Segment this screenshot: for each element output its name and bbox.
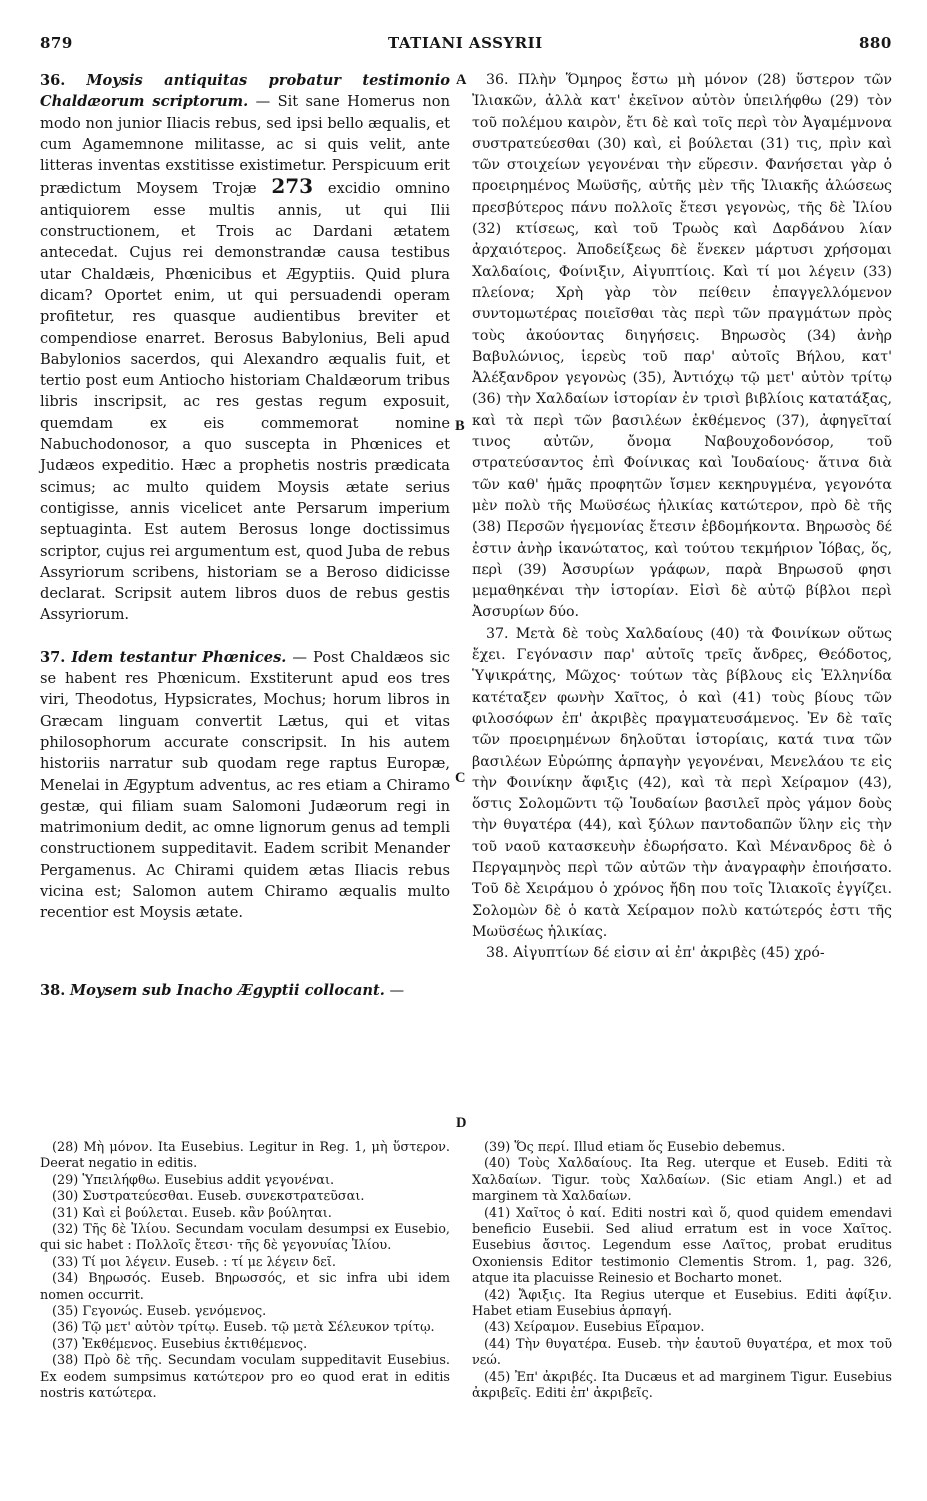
greek-section-36: 36. Πλὴν Ὅμηρος ἔστω μὴ μόνον (28) ὕστερον τῶν Ἰλιακῶν, ἀλλὰ κατ' ἐκεῖνον αὐτὸν ὑπειλήφθω (29) τὸν τοῦ πολέμου καιρὸν, ἔτι δὲ καὶ τοῖς περὶ τὸν Ἀγαμέμνονα συστρατεύεσθαι (30) καὶ, εἰ βούλεται (31) τις, πρὶν καὶ τῶν στοιχείων γεγονέναι τὴν εὕρεσιν. Φανήσεται γὰρ ὁ προειρημένος Μωϋσῆς, αὐτῆς μὲν τῆς Ἰλιακῆς ἁλώσεως πρεσβύτερος πάνυ πολλοῖς ἔτεσι γεγονὼς, τῆς δὲ Ἰλίου (32) κτίσεως, καὶ τοῦ Τρωὸς καὶ Δαρδάνου λίαν ἀρχαιότερος. Ἀποδείξεως δὲ ἕνεκεν μάρτυσι χρήσομαι Χαλδαίοις, Φοίνιξιν, Αἰγυπτίοις. Καὶ τί μοι λέγειν (33) πλείονα; Χρὴ γὰρ τὸν πείθειν ἐπαγγελλόμενον συντομωτέρας ποιεῖσθαι τὰς περὶ τῶν πραγμάτων πρὸς τοὺς ἀκούοντας διηγήσεις. Βηρωσὸς (34) ἀνὴρ Βαβυλώνιος, ἱερεὺς τοῦ παρ' αὐτοῖς Βήλου, κατ' Ἀλέξανδρον γεγονὼς (35), Ἀντιόχῳ τῷ μετ' αὐτὸν τρίτῳ (36) τὴν Χαλδαίων ἱστορίαν ἐν τρισὶ βιβλίοις κατατάξας, καὶ τὰ περὶ τῶν βασιλέων ἐκθέμενος (37), ἀφηγεῖταί τινος αὐτῶν, ὄνομα Ναβουχοδονόσορ, τοῦ στρατεύσαντος ἐπὶ Φοίνικας καὶ Ἰουδαίους· ἅτινα διὰ τῶν καθ' ἡμᾶς προφητῶν ἴσμεν κεκηρυγμένα, γεγονότα μὲν πολὺ τῆς Μωϋσέως ἡλικίας κατώτερον, πρὸ δὲ τῆς (38) Περσῶν ἡγεμονίας ἔτεσιν ἑβδομήκοντα. Βηρωσὸς δέ ἐστιν ἀνὴρ ἱκανώτατος, καὶ τούτου τεκμήριον Ἰόβας, ὅς, περὶ (39) Ἀσσυρίων γράφων, παρὰ Βηρωσοῦ φησι μεμαθηκέναι τὴν ἱστορίαν. Εἰσὶ δὲ αὐτῷ βίβλοι περὶ Ἀσσυρίων δύο. xyxy=(472,72,892,621)
footnotes-right xyxy=(472,1140,892,1403)
margin-marker-d: D xyxy=(456,1115,467,1131)
latin-38-heading: Moysem sub Inacho Ægyptii collocant. xyxy=(70,981,385,999)
footnote-35: (35) Γεγονώς. Euseb. γενόμενος. xyxy=(52,1304,267,1320)
latin-36-heading: Moysis antiquitas probatur testimonio Chaldæorum scriptorum. xyxy=(40,72,450,111)
latin-column xyxy=(40,70,450,1001)
column-number-273: 273 xyxy=(271,174,314,199)
latin-37-text: — Post Chaldæos sic se habent res Phœnicum. Exstiterunt apud eos tres viri, Theodotus, Hypsicrates, Mochus; horum libros in Græcam linguam convertit Lætus, qui et vitas philosophorum accurate conscripsit. In his autem historiis narratur sub quodam rege raptus Europæ, Menelai in Ægyptum adventus, ac res etiam a Chiramo gestæ, qui filiam suam Salomoni Judæorum regi in matrimonium dedit, ac omne lignorum genus ad templi constructionem suppeditavit. Eadem scribit Menander Pergamenus. Ac Chirami quidem ætas Iliacis rebus vicina est; Salomon autem Chiramo æqualis multo recentior est Moysis ætate. xyxy=(40,648,450,922)
footnote-28: (28) Μὴ μόνον. Ita Eusebius. Legitur in Reg. 1, μὴ ὕστερον. Deerat negatio in editis. xyxy=(40,1140,450,1172)
running-title: TATIANI ASSYRII xyxy=(388,34,543,52)
footnote-34: (34) Βηρωσός. Euseb. Βηρωσσός, et sic infra ubi idem nomen occurrit. xyxy=(40,1271,450,1303)
page-number-right: 880 xyxy=(859,34,892,52)
footnotes-left xyxy=(40,1140,450,1403)
page-number-left: 879 xyxy=(40,34,73,52)
latin-36-text-b: excidio omnino antiquiorem esse multis annis, ut qui Ilii constructionem, et Trois ac Dardani ætatem antecedat. Cujus rei demonstrandæ causa testibus utar Chaldæis, Phœnicibus et Ægyptiis. Quid plura dicam? Oportet enim, ut qui persuadendi operam profitetur, res quasque audientibus breviter et compendiose enarret. Berosus Babylonius, Beli apud Babylonios sacerdos, qui Alexandro æqualis fuit, et tertio post eum Antiocho historiam Chaldæorum tribus libris inscripsit, ac res gestas regum exposuit, quemdam ex eis commemorat nomine Nabuchodonosor, a quo suscepta in Phœnices et Judæos expeditio. Hæc a prophetis nostris prædicata scimus; ac multo quidem Moysis ætate serius contigisse, annis vicelicet ante Persarum imperium septuaginta. Est autem Berosus longe doctissimus scriptor, cujus rei argumentum est, quod Juba de rebus Assyriorum scribens, historiam se a Beroso didicisse declarat. Scripsit autem libros duos de rebus gestis Assyriorum. xyxy=(40,180,451,624)
latin-36-number: 36. xyxy=(40,72,66,89)
latin-section-36 xyxy=(40,70,450,626)
footnote-31: (31) Καὶ εἰ βούλεται. Euseb. κἂν βούληται. xyxy=(52,1205,332,1221)
footnote-44: (44) Τὴν θυγατέρα. Euseb. τὴν ἑαυτοῦ θυγατέρα, et mox τοῦ νεώ. xyxy=(472,1336,892,1369)
footnote-40: (40) Τοὺς Χαλδαίους. Ita Reg. uterque et Euseb. Editi τὰ Χαλδαίων. Tigur. τοὺς Χαλδαίων. (Sic etiam Angl.) et ad marginem τὰ Χαλδαίων. xyxy=(472,1156,892,1205)
footnote-39: (39) Ὅς περί. Illud etiam ὅς Eusebio debemus. xyxy=(484,1140,786,1155)
footnote-41: (41) Χαῖτος ὁ καί. Editi nostri καὶ ὅ, quod quidem emendavi beneficio Eusebii. Sed aliud erratum est in voce Χαῖτος. Eusebius ἄσιτος. Legendum esse Λαῖτος, probat eruditus Oxoniensis Editor testimonio Clementis Strom. 1, pag. 326, atque ita placuisse Reinesio et Bocharto monet. xyxy=(472,1205,892,1287)
footnote-32: (32) Τῆς δὲ Ἰλίου. Secundam voculam desumpsi ex Eusebio, qui sic habet : Πολλοῖς ἔτεσι· τῆς δὲ γεγονυίας Ἰλίου. xyxy=(40,1222,450,1254)
latin-section-37 xyxy=(40,647,450,924)
latin-37-number: 37. xyxy=(40,648,66,666)
latin-37-heading: Idem testantur Phœnices. xyxy=(71,648,287,666)
footnote-37: (37) Ἐκθέμενος. Eusebius ἐκτιθέμενος. xyxy=(52,1336,308,1352)
margin-marker-c: C xyxy=(455,770,466,786)
footnote-43: (43) Χείραμον. Eusebius Εἴραμον. xyxy=(484,1320,705,1336)
footnote-33: (33) Τί μοι λέγειν. Euseb. : τί με λέγειν δεῖ. xyxy=(52,1254,336,1270)
footnote-38: (38) Πρὸ δὲ τῆς. Secundam voculam suppeditavit Eusebius. Ex eodem sumpsimus κατώτερον pro eo quod erat in editis nostris κατώτερα. xyxy=(40,1353,450,1402)
footnote-36: (36) Τῷ μετ' αὐτὸν τρίτῳ. Euseb. τῷ μετὰ Σέλευκον τρίτῳ. xyxy=(52,1320,435,1336)
latin-36-text-a: — Sit sane Homerus non modo non junior Iliacis rebus, sed ipsi bello æqualis, et cum Agamemnone militasse, ac si quis velit, ante litteras inventas exstitisse existimetur. Perspicuum erit prædictum Moysem Trojæ xyxy=(40,93,450,198)
margin-marker-b: B xyxy=(455,418,465,434)
latin-38-text: — xyxy=(389,981,405,999)
greek-section-38: 38. Αἰγυπτίων δέ εἰσιν αἱ ἐπ' ἀκριβὲς (45) χρό- xyxy=(486,945,825,962)
latin-section-38 xyxy=(40,980,450,1001)
greek-column xyxy=(472,70,892,964)
footnote-29: (29) Ὑπειλήφθω. Eusebius addit γεγονέναι. xyxy=(52,1172,335,1188)
greek-section-37: 37. Μετὰ δὲ τοὺς Χαλδαίους (40) τὰ Φοινίκων οὕτως ἔχει. Γεγόνασιν παρ' αὐτοῖς τρεῖς ἄνδρες, Θεόδοτος, Ὑψικράτης, Μῶχος· τούτων τὰς βίβλους εἰς Ἑλληνίδα κατέταξεν φωνὴν Χαῖτος, ὁ καὶ (41) τοὺς βίους τῶν φιλοσόφων ἐπ' ἀκριβὲς πραγματευσάμενος. Ἐν δὲ ταῖς τῶν προειρημένων δηλοῦται ἱστορίαις, κατά τινα τῶν βασιλέων Εὐρώπης ἁρπαγὴν γεγονέναι, Μενελάου τε εἰς τὴν Φοινίκην ἄφιξις (42), καὶ τὰ περὶ Χείραμον (43), ὅστις Σολομῶντι τῷ Ἰουδαίων βασιλεῖ πρὸς γάμον δοὺς τὴν θυγατέρα (44), καὶ ξύλων παντοδαπῶν ὕλην εἰς τὴν τοῦ ναοῦ κατασκευὴν ἐδωρήσατο. Καὶ Μένανδρος δὲ ὁ Περγαμηνὸς περὶ τῶν αὐτῶν τὴν ἀναγραφὴν ἐποιήσατο. Τοῦ δὲ Χειράμου ὁ χρόνος ἤδη που τοῖς Ἰλιακοῖς ἐγγίζει. Σολομὼν δὲ ὁ κατὰ Χείραμον πολὺ κατώτερός ἐστι τῆς Μωϋσέως ἡλικίας. xyxy=(472,625,892,940)
latin-38-number: 38. xyxy=(40,981,66,999)
margin-marker-a: A xyxy=(456,72,467,88)
footnote-45: (45) Ἐπ' ἀκριβές. Ita Ducæus et ad marginem Tigur. Eusebius ἀκριβεῖς. Editi ἐπ' ἀκριβεῖς. xyxy=(472,1369,892,1402)
footnote-42: (42) Ἄφιξις. Ita Regius uterque et Eusebius. Editi ἀφίξιν. Habet etiam Eusebius ἁρπαγή. xyxy=(472,1287,892,1320)
footnote-30: (30) Συστρατεύεσθαι. Euseb. συνεκστρατεῦσαι. xyxy=(52,1189,365,1205)
